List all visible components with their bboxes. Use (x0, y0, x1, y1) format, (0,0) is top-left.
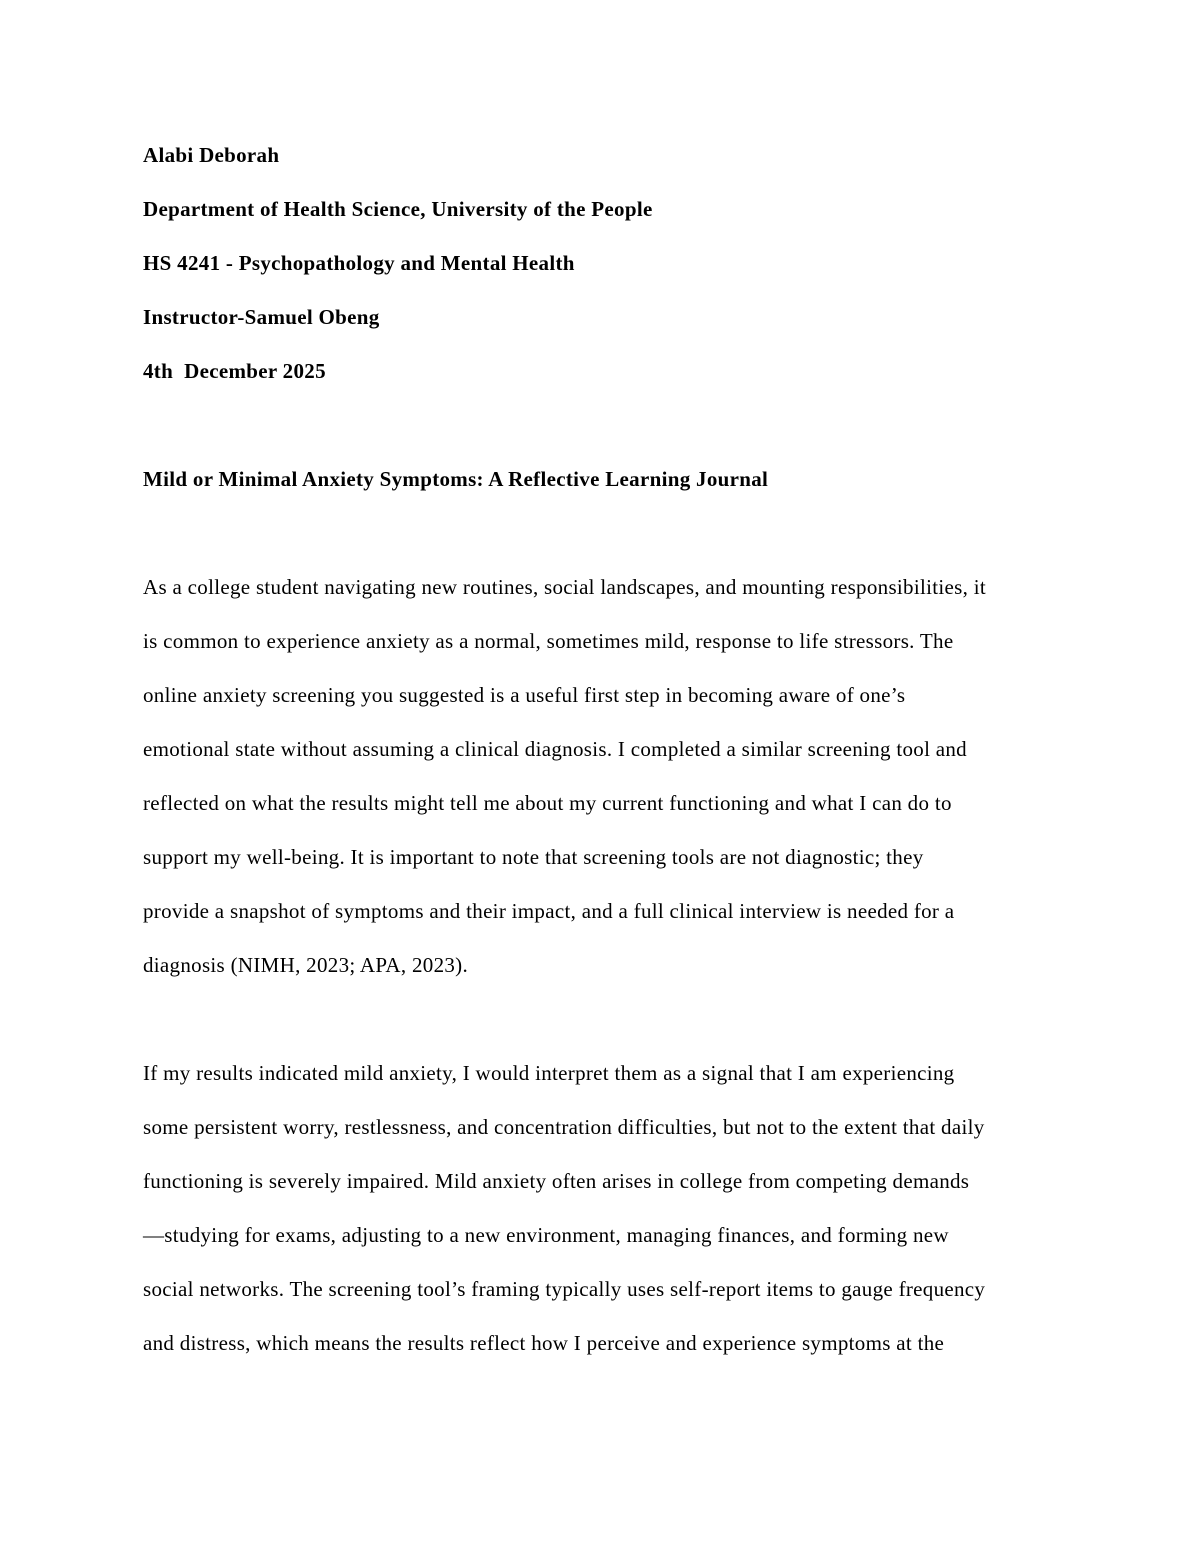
paragraph-line: online anxiety screening you suggested is a useful first step in becoming aware of one’s (143, 683, 906, 707)
paragraph-line: —studying for exams, adjusting to a new environment, managing finances, and forming new (143, 1223, 949, 1247)
paragraph-line: is common to experience anxiety as a normal, sometimes mild, response to life stressors. The (143, 629, 954, 653)
paragraph-line: social networks. The screening tool’s framing typically uses self-report items to gauge frequency (143, 1277, 986, 1301)
paragraph-line: some persistent worry, restlessness, and concentration difficulties, but not to the extent that daily (143, 1115, 985, 1139)
paragraph-line: As a college student navigating new routines, social landscapes, and mounting responsibilities, it (143, 575, 986, 599)
paragraph-1 (143, 560, 1070, 992)
course-line: HS 4241 - Psychopathology and Mental Health (143, 251, 575, 275)
paragraph-line: and distress, which means the results reflect how I perceive and experience symptoms at the (143, 1331, 945, 1355)
paragraph-line: diagnosis (NIMH, 2023; APA, 2023). (143, 953, 469, 977)
paragraph-line: provide a snapshot of symptoms and their impact, and a full clinical interview is needed for a (143, 899, 955, 923)
author-line: Alabi Deborah (143, 143, 280, 167)
paragraph-line: emotional state without assuming a clinical diagnosis. I completed a similar screening tool and (143, 737, 967, 761)
instructor-line: Instructor-Samuel Obeng (143, 305, 380, 329)
paragraph-line: reflected on what the results might tell me about my current functioning and what I can do to (143, 791, 952, 815)
paragraph-line: functioning is severely impaired. Mild anxiety often arises in college from competing demands (143, 1169, 970, 1193)
document-title-text: Mild or Minimal Anxiety Symptoms: A Reflective Learning Journal (143, 467, 769, 491)
paragraph-line: If my results indicated mild anxiety, I would interpret them as a signal that I am experiencing (143, 1061, 955, 1085)
paragraph-2 (143, 1046, 1070, 1370)
affiliation-line: Department of Health Science, University of the People (143, 197, 653, 221)
document-header (143, 128, 1070, 398)
paragraph-line: support my well-being. It is important to note that screening tools are not diagnostic; they (143, 845, 924, 869)
document-title (143, 452, 1070, 506)
date-line: 4th December 2025 (143, 359, 326, 383)
